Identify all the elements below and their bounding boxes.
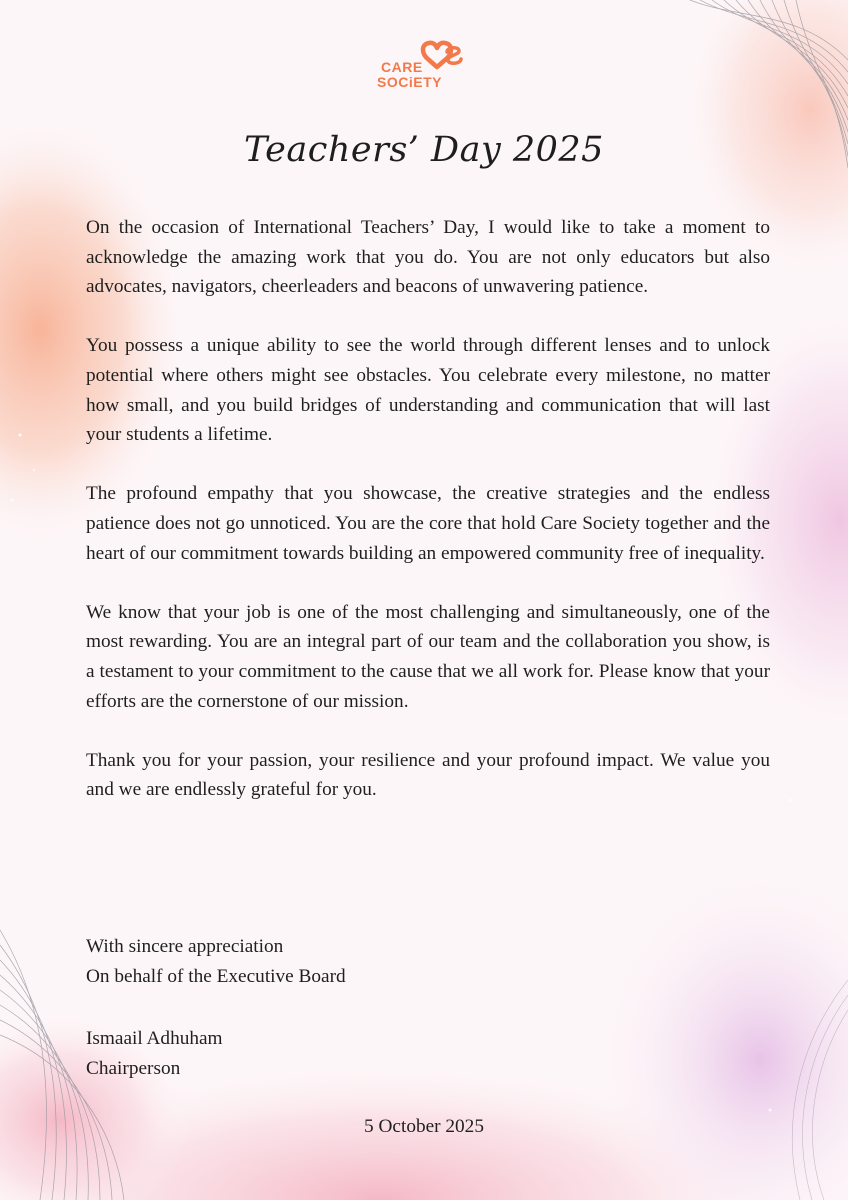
letter-body (86, 213, 770, 834)
paragraph: We know that your job is one of the most challenging and simultaneously, one of the most rewarding. You are an integral part of our team and the collaboration you show, is a testament to your commitment to the cause that we all work for. Please know that your efforts are the cornerstone of our mission. (86, 601, 770, 712)
paragraph: On the occasion of International Teachers’ Day, I would like to take a moment to acknowledge the amazing work that you do. You are not only educators but also advocates, navigators, cheerleaders and beacons of unwavering patience. (86, 217, 770, 298)
paragraph: You possess a unique ability to see the world through different lenses and to unlock potential where others might see obstacles. You celebrate every milestone, no matter how small, and you build bridges of understanding and communication that will last your students a lifetime. (86, 335, 770, 446)
signer-name: Ismaail Adhuham (86, 1028, 223, 1049)
signature-block (86, 1024, 223, 1083)
logo-society-text: SOCiETY (377, 74, 442, 90)
paragraph: Thank you for your passion, your resilience and your profound impact. We value you and we are endlessly grateful for you. (86, 749, 770, 801)
letter-date: 5 October 2025 (364, 1116, 484, 1137)
page-title: Teachers’ Day 2025 (244, 130, 604, 170)
signer-role: Chairperson (86, 1057, 181, 1079)
closing-line: On behalf of the Executive Board (86, 965, 346, 987)
closing (86, 932, 346, 991)
paragraph: The profound empathy that you showcase, the creative strategies and the endless patience does not go unnoticed. You are the core that hold Care Society together and the heart of our commitment towards building an empowered community free of inequality. (86, 483, 770, 564)
care-society-logo (377, 40, 477, 104)
logo-care-text: CARE (381, 59, 423, 75)
closing-line: With sincere appreciation (86, 936, 284, 957)
